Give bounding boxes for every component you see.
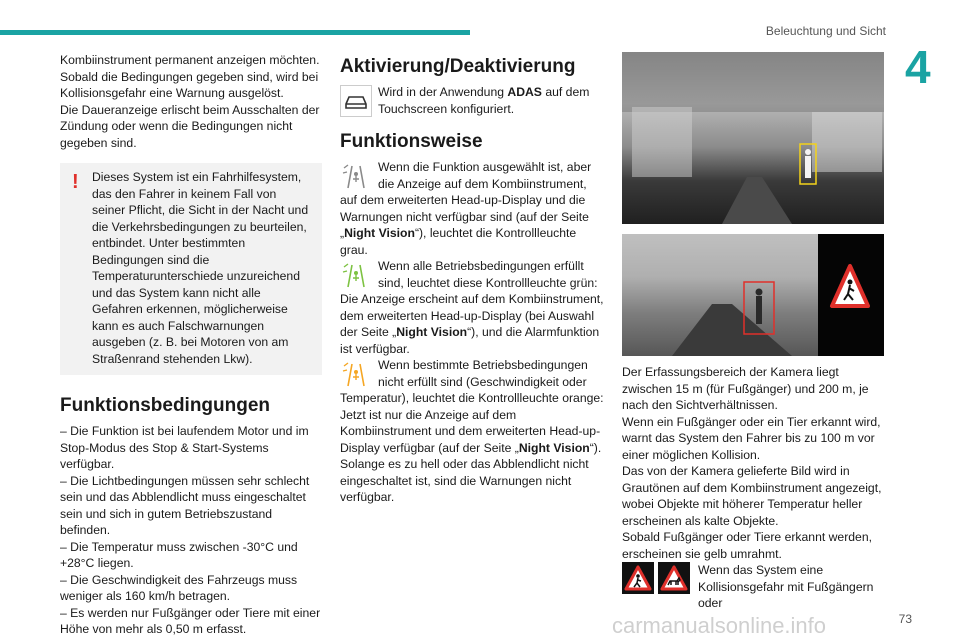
green-lamp-text-end: “), und die Alarmfunktion ist verfügbar. (340, 325, 600, 356)
night-vision-green-icon (340, 259, 372, 291)
intro-line: Die Daueranzeige erlischt beim Ausschalten der Zündung oder wenn die Bedingungen nicht gegeben sind. (60, 102, 320, 150)
collision-text: Wenn das System eine Kollisionsgefahr mit Fußgängern oder (698, 563, 874, 610)
paragraph: Wenn ein Fußgänger oder ein Tier erkannt wird, warnt das System den Fahrer bis zu 100 m vor einer möglichen Kollision. (622, 414, 881, 462)
thermal-image-pedestrian-detected (622, 52, 884, 224)
column-left (60, 52, 322, 638)
condition-item: – Die Temperatur muss zwischen -30°C und +28°C liegen. (60, 539, 298, 570)
adas-label: ADAS (507, 85, 542, 99)
night-vision-label: Night Vision (344, 226, 415, 240)
warning-box (60, 163, 322, 375)
camera-description (622, 364, 886, 562)
orange-lamp-paragraph (340, 357, 605, 456)
grey-lamp-text: Wenn die Funktion ausgewählt ist, aber die Anzeige auf dem Kombiinstrument, auf dem erweiterten Head-up-Display und die Warnungen nicht verfügbar sind (auf der Seite „ (340, 160, 592, 240)
grey-lamp-paragraph (340, 159, 605, 258)
condition-item: – Die Lichtbedingungen müssen sehr schlecht sein und das Abblendlicht muss eingeschaltet sein und sich in gutem Betriebszustand befinden. (60, 473, 310, 537)
animal-warning-icon (658, 562, 690, 594)
chapter-number: 4 (905, 41, 931, 93)
night-vision-orange-icon (340, 358, 372, 390)
condition-item: – Die Geschwindigkeit des Fahrzeugs muss weniger als 160 km/h betragen. (60, 572, 298, 603)
activation-heading: Aktivierung/Deaktivierung (340, 56, 576, 77)
activation-text-end: auf dem Touchscreen konfiguriert. (378, 85, 590, 116)
intro-line: Kombiinstrument permanent anzeigen möchten. (60, 53, 320, 67)
night-vision-label: Night Vision (518, 440, 590, 455)
watermark: carmanualsonline.info (612, 613, 827, 638)
orange-lamp-text: Wenn bestimmte Betriebsbedingungen nicht erfüllt sind (Geschwindigkeit oder Temperatur), leuchtet die Kontrollleuchte orange: Jetzt ist nur die Anzeige auf dem Kombiinstrument und dem erweiterten Head-up-Display verfügbar (auf der Seite „ (340, 358, 604, 455)
column-right (622, 52, 886, 612)
green-lamp-paragraph (340, 258, 605, 357)
night-vision-label: Night Vision (396, 325, 468, 339)
pedestrian-warning-icon (622, 562, 654, 594)
paragraph: Sobald Fußgänger oder Tiere erkannt werden, erscheinen sie gelb umrahmt. (622, 530, 872, 561)
column-middle (340, 56, 605, 506)
car-icon (340, 85, 372, 117)
grey-lamp-text-end: “), leuchtet die Kontrollleuchte grau. (340, 226, 577, 257)
page-number: 73 (898, 612, 912, 626)
warning-text: Dieses System ist ein Fahrhilfesystem, das den Fahrer in keinem Fall von seiner Pflicht, die Sicht in der Nacht und die Verkehrsbedingungen zu beurteilen, entbindet. Unter bestimmten Bedingungen sind die Temperaturunterschiede unzureichend und das System kann nicht alle Gefahren erkennen, möglicherweise kann es auch Falschwarnungen ausgeben (z. B. bei Motoren von am Straßenrand stehenden Lkw). (92, 170, 309, 366)
thermal-image-collision-warning (622, 234, 884, 356)
section-title: Beleuchtung und Sicht (765, 24, 886, 38)
orange-lamp-text-end: “). (589, 440, 602, 455)
paragraph: Das von der Kamera gelieferte Bild wird in Grautönen auf dem Kombiinstrument angezeigt, wobei Objekte mit höherer Temperatur heller erscheinen als kalte Objekte. (622, 464, 882, 528)
paragraph: Der Erfassungsbereich der Kamera liegt zwischen 15 m (für Fußgänger) und 200 m, je nach den Sichtverhältnissen. (622, 365, 869, 412)
header-accent-bar (0, 30, 470, 35)
condition-item: – Es werden nur Fußgänger oder Tiere mit einer Höhe von mehr als 0,50 m erfasst. (60, 605, 321, 636)
warning-icon: ! (72, 171, 79, 193)
conditions-heading: Funktionsbedingungen (60, 395, 271, 416)
too-bright-text: Solange es zu hell oder das Abblendlicht nicht eingeschaltet ist, sind die Warnungen nicht verfügbar. (340, 457, 589, 504)
night-vision-grey-icon (340, 160, 372, 192)
collision-warning-paragraph (622, 562, 886, 612)
green-lamp-text: Wenn alle Betriebsbedingungen erfüllt sind, leuchtet diese Kontrollleuchte grün: Die Anzeige erscheint auf dem Kombiinstrument, dem erweiterten Head-up-Display (bei Auswahl der Seite „ (340, 259, 604, 339)
function-heading: Funktionsweise (340, 131, 483, 152)
intro-line: Sobald die Bedingungen gegeben sind, wird bei Kollisionsgefahr eine Warnung ausgelöst. (60, 69, 319, 100)
condition-item: – Die Funktion ist bei laufendem Motor und im Stop-Modus des Stop & Start-Systems verfügbar. (60, 424, 309, 471)
activation-paragraph (340, 84, 605, 117)
activation-text: Wird in der Anwendung (378, 85, 508, 99)
